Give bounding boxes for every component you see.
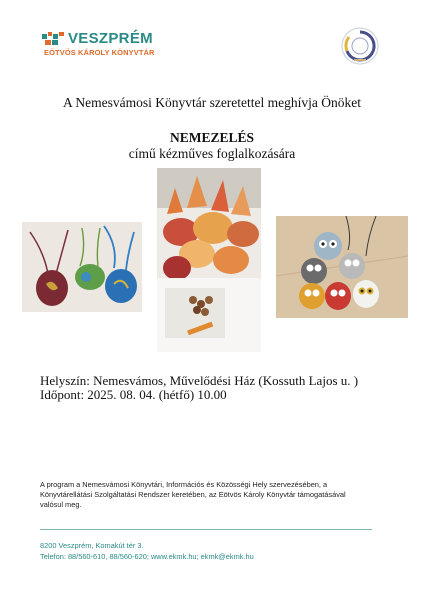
event-title: NEMEZELÉS bbox=[169, 130, 255, 145]
invitation-intro: A Nemesvámosi Könyvtár szeretettel meghívja Önöket bbox=[62, 95, 362, 110]
event-location: Helyszín: Nemesvámos, Művelődési Ház (Kossuth Lajos u. ) bbox=[40, 373, 359, 388]
round-emblem-icon bbox=[340, 26, 380, 66]
logo-subtitle: EÖTVÖS KÁROLY KÖNYVTÁR bbox=[44, 48, 155, 57]
footer-divider bbox=[40, 529, 372, 530]
felt-owls-photo bbox=[276, 216, 408, 318]
logo-title: VESZPRÉM bbox=[68, 30, 153, 47]
event-time: Időpont: 2025. 08. 04. (hétfő) 10.00 bbox=[40, 387, 227, 402]
footer-address: 8200 Veszprém, Komakút tér 3. bbox=[40, 541, 144, 550]
felt-pouches-photo bbox=[22, 222, 142, 312]
library-logo bbox=[42, 30, 155, 57]
crown-icon bbox=[42, 32, 64, 46]
footer-contact: Telefon: 88/560-610, 88/560-620; www.ekmk.hu; ekmk@ekmk.hu bbox=[40, 552, 254, 561]
felt-flowers-photo bbox=[157, 168, 261, 352]
event-subtitle: című kézműves foglalkozására bbox=[128, 146, 296, 161]
sponsor-note: A program a Nemesvámosi Könyvtári, Információs és Közösségi Hely szervezésében, a Könyvtárellátási Szolgáltatási Rendszer keretében, az Eötvös Károly Könyvtár támogatásával valósul meg. bbox=[40, 480, 346, 510]
